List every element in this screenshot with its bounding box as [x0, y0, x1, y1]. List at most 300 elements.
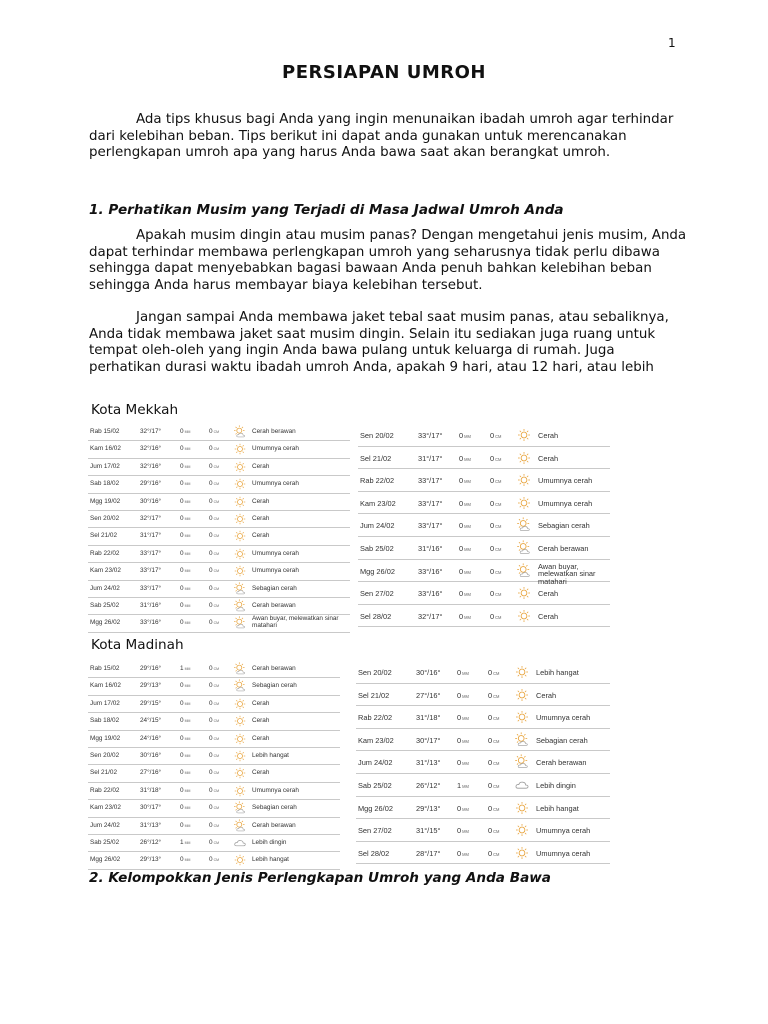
- weather-rainfall: 0MM: [459, 521, 471, 531]
- weather-temperature: 31°/17°: [418, 453, 443, 463]
- rain-unit: MM: [184, 499, 191, 504]
- rain-unit: MM: [462, 851, 469, 857]
- weather-rainfall: 0MM: [180, 532, 191, 540]
- snow-unit: CM: [495, 501, 502, 507]
- weather-description: Umumnya cerah: [538, 498, 593, 508]
- snow-unit: CM: [213, 464, 220, 469]
- sun-icon: [514, 845, 530, 861]
- section-1-paragraph-2: [89, 310, 689, 376]
- mekkah-weather-table-right: [358, 424, 610, 627]
- snow-unit: CM: [213, 430, 220, 434]
- weather-row: [88, 528, 350, 545]
- weather-day: Kam 23/02: [90, 567, 121, 575]
- weather-row: [88, 494, 350, 511]
- snow-unit: CM: [493, 716, 500, 722]
- weather-rainfall: 0MM: [180, 682, 191, 690]
- weather-day: Sel 28/02: [360, 611, 392, 621]
- weather-temperature: 33°/16°: [140, 619, 162, 627]
- weather-temperature: 33°/16°: [418, 566, 443, 576]
- sun-cloud-icon: [516, 563, 532, 579]
- weather-row: [88, 441, 350, 458]
- weather-rainfall: 0MM: [457, 803, 469, 813]
- sun-icon: [233, 495, 247, 509]
- weather-row: [356, 819, 610, 842]
- weather-day: Sen 20/02: [90, 751, 120, 759]
- snow-unit: CM: [213, 788, 220, 793]
- weather-description: Cerah berawan: [252, 601, 296, 609]
- weather-description: Sebagian cerah: [536, 735, 588, 745]
- rain-unit: MM: [464, 501, 471, 507]
- weather-row: [88, 696, 340, 713]
- weather-description: Cerah: [252, 717, 270, 725]
- rain-unit: MM: [462, 716, 469, 722]
- snow-unit: CM: [213, 586, 220, 591]
- weather-description: Cerah: [252, 769, 270, 777]
- snow-unit: CM: [493, 738, 500, 744]
- weather-temperature: 29°/13°: [416, 803, 441, 813]
- weather-row: [358, 514, 610, 537]
- weather-temperature: 27°/16°: [140, 769, 162, 777]
- snow-unit: CM: [213, 603, 220, 608]
- snow-unit: CM: [213, 482, 220, 487]
- snow-unit: CM: [213, 621, 220, 626]
- weather-temperature: 31°/16°: [418, 543, 443, 553]
- rain-unit: MM: [184, 621, 191, 626]
- rain-unit: MM: [184, 551, 191, 556]
- weather-description: Cerah: [252, 497, 270, 505]
- rain-unit: MM: [462, 806, 469, 812]
- weather-snowfall: 0CM: [488, 848, 500, 858]
- weather-row: [88, 546, 350, 563]
- weather-snowfall: 0CM: [490, 453, 502, 463]
- page-title: PERSIAPAN UMROH: [282, 62, 486, 83]
- weather-day: Mgg 19/02: [90, 734, 121, 742]
- weather-rainfall: 0MM: [459, 476, 471, 486]
- weather-day: Jum 17/02: [90, 462, 120, 470]
- weather-description: Lebih hangat: [252, 751, 289, 759]
- weather-snowfall: 0CM: [209, 734, 220, 742]
- weather-day: Sab 25/02: [90, 838, 120, 846]
- weather-snowfall: 0CM: [209, 838, 220, 846]
- weather-row: [358, 537, 610, 560]
- weather-day: Mgg 26/02: [360, 566, 395, 576]
- intro-text: Ada tips khusus bagi Anda yang ingin menunaikan ibadah umroh agar terhindar dari kelebihan beban. Tips berikut ini dapat anda gunakan untuk merencanakan perlengkapan umroh apa yang harus Anda bawa saat akan berangkat umroh.: [89, 112, 674, 160]
- weather-snowfall: 0CM: [488, 803, 500, 813]
- weather-description: Cerah: [536, 690, 557, 700]
- snow-unit: CM: [213, 719, 220, 724]
- weather-rainfall: 1MM: [457, 780, 469, 790]
- rain-unit: MM: [184, 684, 191, 689]
- snow-unit: CM: [213, 534, 220, 539]
- weather-rainfall: 0MM: [180, 514, 191, 522]
- weather-row: [88, 783, 340, 800]
- weather-temperature: 31°/18°: [416, 713, 441, 723]
- weather-day: Sel 21/02: [360, 453, 392, 463]
- weather-temperature: 32°/17°: [140, 428, 162, 435]
- weather-day: Sab 25/02: [90, 601, 120, 609]
- section-1-heading: 1. Perhatikan Musim yang Terjadi di Masa Jadwal Umroh Anda: [89, 202, 564, 218]
- sun-icon: [233, 547, 247, 561]
- weather-rainfall: 0MM: [180, 584, 191, 592]
- weather-snowfall: 0CM: [209, 619, 220, 627]
- weather-temperature: 29°/16°: [140, 665, 162, 672]
- rain-unit: MM: [184, 516, 191, 521]
- weather-snowfall: 0CM: [209, 462, 220, 470]
- section-1-text-1: Apakah musim dingin atau musim panas? Dengan mengetahui jenis musim, Anda dapat terhindar membawa perlengkapan umroh yang seharusnya tidak perlu dibawa sehingga dapat menyebabkan bagasi bawaan Anda penuh bahkan kelebihan beban sehingga Anda harus membayar biaya kelebihan tersebut.: [89, 228, 687, 293]
- weather-snowfall: 0CM: [209, 549, 220, 557]
- rain-unit: MM: [184, 858, 191, 863]
- weather-snowfall: 0CM: [490, 566, 502, 576]
- snow-unit: CM: [213, 701, 220, 706]
- section-2-heading: 2. Kelompokkan Jenis Perlengkapan Umroh yang Anda Bawa: [89, 870, 551, 886]
- rain-unit: MM: [464, 614, 471, 620]
- weather-rainfall: 0MM: [459, 589, 471, 599]
- section-1-paragraph-1: [89, 228, 689, 294]
- weather-rainfall: 0MM: [180, 856, 191, 864]
- weather-snowfall: 0CM: [488, 780, 500, 790]
- weather-snowfall: 0CM: [209, 751, 220, 759]
- rain-unit: MM: [462, 829, 469, 835]
- sun-icon: [233, 564, 247, 578]
- weather-row: [88, 598, 350, 615]
- rain-unit: MM: [464, 546, 471, 552]
- weather-snowfall: 0CM: [488, 826, 500, 836]
- weather-description: Umumnya cerah: [252, 786, 299, 794]
- weather-description: Sebagian cerah: [252, 682, 297, 690]
- weather-rainfall: 1MM: [180, 838, 191, 846]
- weather-row: [356, 706, 610, 729]
- weather-description: Lebih dingin: [536, 780, 576, 790]
- weather-day: Sab 25/02: [360, 543, 394, 553]
- weather-row: [88, 748, 340, 765]
- rain-unit: MM: [464, 524, 471, 530]
- weather-temperature: 33°/16°: [418, 589, 443, 599]
- weather-day: Jum 24/02: [358, 758, 393, 768]
- weather-day: Rab 22/02: [360, 476, 395, 486]
- weather-day: Jum 17/02: [90, 699, 120, 707]
- sun-cloud-icon: [233, 582, 247, 596]
- weather-rainfall: 0MM: [457, 735, 469, 745]
- weather-day: Kam 16/02: [90, 682, 121, 690]
- weather-snowfall: 0CM: [490, 521, 502, 531]
- weather-rainfall: 0MM: [180, 462, 191, 470]
- weather-description: Cerah: [252, 699, 270, 707]
- weather-rainfall: 0MM: [459, 566, 471, 576]
- weather-row: [88, 459, 350, 476]
- rain-unit: MM: [184, 667, 191, 671]
- weather-description: Umumnya cerah: [536, 826, 591, 836]
- rain-unit: MM: [464, 569, 471, 575]
- weather-temperature: 31°/15°: [416, 826, 441, 836]
- weather-description: Cerah: [538, 589, 559, 599]
- intro-paragraph: [89, 112, 689, 162]
- weather-temperature: 31°/17°: [140, 532, 162, 540]
- weather-description: Cerah: [538, 453, 559, 463]
- weather-temperature: 33°/17°: [140, 549, 162, 557]
- weather-description: Lebih hangat: [536, 668, 579, 677]
- weather-row: [358, 492, 610, 515]
- weather-description: Umumnya cerah: [252, 445, 299, 453]
- weather-row: [88, 563, 350, 580]
- weather-day: Mgg 26/02: [358, 803, 393, 813]
- snow-unit: CM: [493, 851, 500, 857]
- rain-unit: MM: [464, 456, 471, 462]
- rain-unit: MM: [184, 447, 191, 452]
- snow-unit: CM: [493, 829, 500, 835]
- snow-unit: CM: [213, 569, 220, 574]
- weather-description: Lebih hangat: [252, 856, 289, 864]
- rain-unit: MM: [462, 693, 469, 699]
- weather-row: [88, 476, 350, 493]
- sun-icon: [516, 450, 532, 466]
- weather-snowfall: 0CM: [488, 758, 500, 768]
- weather-temperature: 33°/17°: [140, 567, 162, 575]
- weather-rainfall: 0MM: [457, 758, 469, 768]
- sun-icon: [233, 512, 247, 526]
- rain-unit: MM: [184, 464, 191, 469]
- weather-row: [88, 581, 350, 598]
- rain-unit: MM: [184, 482, 191, 487]
- weather-row: [88, 852, 340, 869]
- weather-description: Sebagian cerah: [538, 521, 590, 531]
- weather-row: [358, 605, 610, 628]
- rain-unit: MM: [184, 788, 191, 793]
- weather-row: [88, 424, 350, 441]
- weather-rainfall: 0MM: [180, 786, 191, 794]
- weather-description: Sebagian cerah: [252, 584, 297, 592]
- weather-day: Rab 22/02: [90, 786, 120, 794]
- weather-rainfall: 0MM: [180, 699, 191, 707]
- weather-day: Sel 21/02: [358, 690, 390, 700]
- sun-icon: [514, 687, 530, 703]
- weather-day: Mgg 26/02: [90, 619, 121, 627]
- weather-rainfall: 0MM: [457, 826, 469, 836]
- weather-temperature: 24°/15°: [140, 717, 162, 725]
- weather-day: Rab 22/02: [90, 549, 120, 557]
- weather-day: Kam 23/02: [90, 804, 121, 812]
- weather-description: Cerah berawan: [536, 758, 587, 768]
- snow-unit: CM: [493, 783, 500, 789]
- weather-snowfall: 0CM: [209, 532, 220, 540]
- section-1-text-2: Jangan sampai Anda membawa jaket tebal saat musim panas, atau sebaliknya, Anda tidak membawa jaket saat musim dingin. Selain itu sediakan juga ruang untuk tempat oleh-oleh yang ingin Anda bawa pulang untuk keluarga di rumah. Juga perhatikan durasi waktu ibadah umroh Anda, apakah 9 hari, atau 12 hari, atau lebih: [89, 310, 669, 375]
- weather-day: Rab 22/02: [358, 713, 393, 723]
- rain-unit: MM: [184, 586, 191, 591]
- weather-day: Sel 21/02: [90, 769, 118, 777]
- sun-icon: [233, 784, 247, 798]
- weather-row: [356, 797, 610, 820]
- weather-snowfall: 0CM: [209, 601, 220, 609]
- weather-description: Cerah berawan: [252, 821, 296, 829]
- sun-icon: [516, 427, 532, 443]
- weather-row: [88, 731, 340, 748]
- snow-unit: CM: [495, 569, 502, 575]
- weather-temperature: 32°/16°: [140, 445, 162, 453]
- snow-unit: CM: [495, 524, 502, 530]
- weather-rainfall: 0MM: [457, 713, 469, 723]
- weather-row: [88, 511, 350, 528]
- sun-icon: [233, 749, 247, 763]
- weather-day: Sab 18/02: [90, 717, 120, 725]
- weather-temperature: 31°/18°: [140, 786, 162, 794]
- weather-rainfall: 0MM: [180, 428, 191, 435]
- snow-unit: CM: [213, 753, 220, 758]
- rain-unit: MM: [462, 738, 469, 744]
- weather-snowfall: 0CM: [490, 543, 502, 553]
- weather-snowfall: 0CM: [490, 498, 502, 508]
- snow-unit: CM: [493, 671, 500, 676]
- rain-unit: MM: [462, 783, 469, 789]
- weather-row: [356, 842, 610, 865]
- weather-rainfall: 0MM: [180, 717, 191, 725]
- weather-day: Sen 27/02: [360, 589, 394, 599]
- weather-temperature: 30°/16°: [140, 497, 162, 505]
- snow-unit: CM: [213, 516, 220, 521]
- sun-icon: [233, 732, 247, 746]
- weather-day: Jum 24/02: [90, 821, 120, 829]
- weather-temperature: 27°/16°: [416, 690, 441, 700]
- rain-unit: MM: [184, 569, 191, 574]
- weather-snowfall: 0CM: [209, 682, 220, 690]
- weather-rainfall: 0MM: [180, 751, 191, 759]
- snow-unit: CM: [213, 667, 220, 671]
- rain-unit: MM: [464, 434, 471, 439]
- weather-row: [88, 835, 340, 852]
- weather-temperature: 30°/17°: [140, 804, 162, 812]
- weather-rainfall: 0MM: [459, 453, 471, 463]
- weather-snowfall: 0CM: [490, 476, 502, 486]
- weather-description: Umumnya cerah: [252, 567, 299, 575]
- weather-description: Cerah: [252, 462, 270, 470]
- sun-cloud-icon: [516, 540, 532, 556]
- weather-description: Awan buyar, melewatkan sinar matahari: [252, 615, 339, 630]
- snow-unit: CM: [213, 771, 220, 776]
- rain-unit: MM: [464, 592, 471, 598]
- weather-description: Cerah: [538, 431, 559, 440]
- snow-unit: CM: [213, 823, 220, 828]
- snow-unit: CM: [495, 614, 502, 620]
- weather-day: Rab 15/02: [90, 665, 120, 672]
- weather-day: Kam 23/02: [358, 735, 394, 745]
- weather-snowfall: 0CM: [209, 584, 220, 592]
- sun-icon: [233, 460, 247, 474]
- weather-snowfall: 0CM: [209, 804, 220, 812]
- weather-row: [356, 661, 610, 684]
- weather-rainfall: 0MM: [180, 821, 191, 829]
- cloud-icon: [514, 777, 530, 793]
- weather-rainfall: 0MM: [180, 734, 191, 742]
- sun-cloud-icon: [233, 679, 247, 693]
- weather-row: [356, 751, 610, 774]
- snow-unit: CM: [493, 761, 500, 767]
- weather-temperature: 31°/13°: [416, 758, 441, 768]
- weather-snowfall: 0CM: [488, 690, 500, 700]
- cloud-icon: [233, 836, 247, 850]
- weather-rainfall: 1MM: [180, 665, 191, 672]
- weather-rainfall: 0MM: [459, 498, 471, 508]
- weather-snowfall: 0CM: [209, 567, 220, 575]
- weather-temperature: 31°/13°: [140, 821, 162, 829]
- weather-snowfall: 0CM: [209, 428, 220, 435]
- weather-day: Jum 24/02: [360, 521, 395, 531]
- sun-icon: [516, 495, 532, 511]
- weather-temperature: 29°/15°: [140, 699, 162, 707]
- sun-cloud-icon: [233, 801, 247, 815]
- sun-icon: [516, 608, 532, 624]
- weather-description: Cerah berawan: [252, 428, 296, 435]
- weather-rainfall: 0MM: [459, 431, 471, 440]
- weather-snowfall: 0CM: [209, 514, 220, 522]
- snow-unit: CM: [213, 684, 220, 689]
- madinah-weather-table-right: [356, 661, 610, 864]
- rain-unit: MM: [462, 671, 469, 676]
- weather-rainfall: 0MM: [459, 543, 471, 553]
- weather-day: Sen 27/02: [358, 826, 392, 836]
- sun-icon: [516, 472, 532, 488]
- snow-unit: CM: [493, 693, 500, 699]
- weather-description: Sebagian cerah: [252, 804, 297, 812]
- weather-description: Cerah: [252, 514, 270, 522]
- weather-day: Mgg 19/02: [90, 497, 121, 505]
- weather-temperature: 26°/12°: [140, 838, 162, 846]
- weather-description: Umumnya cerah: [252, 480, 299, 488]
- weather-day: Kam 16/02: [90, 445, 121, 453]
- weather-row: [356, 684, 610, 707]
- weather-row: [356, 774, 610, 797]
- weather-rainfall: 0MM: [180, 480, 191, 488]
- weather-day: Sen 20/02: [360, 431, 394, 440]
- snow-unit: CM: [213, 447, 220, 452]
- sun-icon: [514, 822, 530, 838]
- snow-unit: CM: [493, 806, 500, 812]
- weather-row: [358, 469, 610, 492]
- weather-description: Cerah: [538, 611, 559, 621]
- weather-row: [358, 447, 610, 470]
- mekkah-weather-table-left: [88, 424, 350, 633]
- weather-snowfall: 0CM: [209, 717, 220, 725]
- sun-cloud-icon: [514, 732, 530, 748]
- weather-rainfall: 0MM: [180, 497, 191, 505]
- sun-cloud-icon: [233, 662, 247, 676]
- weather-row: [88, 615, 350, 632]
- weather-day: Sel 28/02: [358, 848, 390, 858]
- weather-day: Sen 20/02: [358, 668, 392, 677]
- weather-description: Awan buyar, melewatkan sinar matahari: [538, 561, 596, 587]
- weather-snowfall: 0CM: [488, 668, 500, 677]
- snow-unit: CM: [213, 499, 220, 504]
- sun-icon: [233, 853, 247, 867]
- weather-snowfall: 0CM: [490, 431, 502, 440]
- weather-temperature: 29°/13°: [140, 682, 162, 690]
- sun-icon: [233, 714, 247, 728]
- snow-unit: CM: [213, 736, 220, 741]
- weather-description: Cerah berawan: [252, 665, 296, 672]
- weather-temperature: 32°/16°: [140, 462, 162, 470]
- weather-temperature: 24°/16°: [140, 734, 162, 742]
- weather-description: Lebih hangat: [536, 803, 579, 813]
- weather-row: [358, 560, 610, 587]
- weather-row: [88, 800, 340, 817]
- sun-cloud-icon: [233, 599, 247, 613]
- rain-unit: MM: [184, 823, 191, 828]
- city-label-mekkah: Kota Mekkah: [91, 402, 179, 418]
- weather-day: Rab 15/02: [90, 428, 120, 435]
- weather-snowfall: 0CM: [209, 786, 220, 794]
- rain-unit: MM: [184, 753, 191, 758]
- weather-rainfall: 0MM: [180, 567, 191, 575]
- weather-snowfall: 0CM: [209, 769, 220, 777]
- weather-rainfall: 0MM: [457, 668, 469, 677]
- rain-unit: MM: [184, 701, 191, 706]
